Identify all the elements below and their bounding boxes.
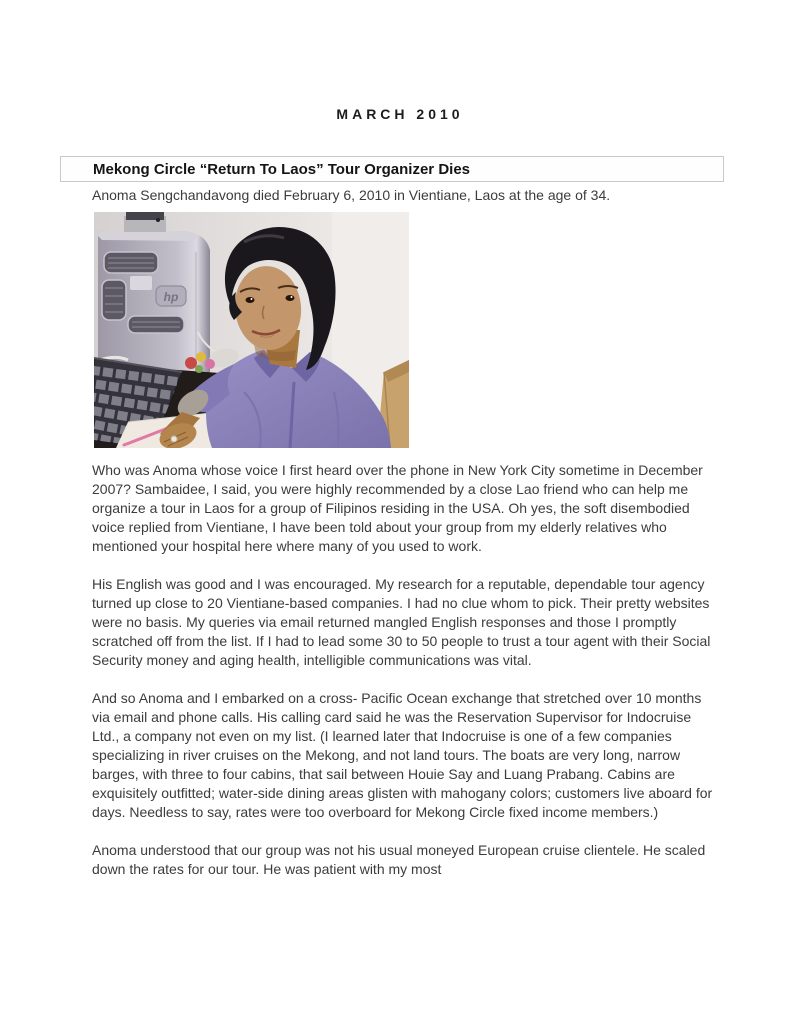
masthead-title: MARCH 2010: [336, 106, 464, 122]
article-deck: Anoma Sengchandavong died February 6, 2010 in Vientiane, Laos at the age of 34.: [92, 187, 611, 203]
portrait-photo-illustration: [94, 212, 409, 448]
article-paragraph-2: His English was good and I was encouraged. My research for a reputable, dependable tour agency turned up close to 20 Vientiane-based companies. I had no clue whom to pick. Their pretty websites were no basis. My queries via email returned mangled English responses and those I promptly scratched off from the list. If I had to lead some 30 to 50 people to trust a tour agent with their Social Security money and aging health, intelligible communications was vital.: [92, 576, 711, 668]
article-paragraph-1: Who was Anoma whose voice I first heard over the phone in New York City sometime in December 2007? Sambaidee, I said, you were highly recommended by a close Lao friend who can help me organize a tour in Laos for a group of Filipinos residing in the USA. Oh yes, the soft disembodied voice replied from Vientiane, I have been told about your group from my elderly relatives who mentioned your hospital here where many of you used to work.: [92, 462, 703, 554]
article-body: [92, 461, 714, 898]
hp-logo: [156, 286, 186, 306]
anoma-portrait-photo: [94, 212, 409, 448]
article-headline: Mekong Circle “Return To Laos” Tour Organizer Dies: [93, 160, 470, 178]
article-paragraph-4: Anoma understood that our group was not his usual moneyed European cruise clientele. He scaled down the rates for our tour. He was patient with my most: [92, 842, 706, 877]
gadget-on-tower: [124, 212, 166, 232]
svg-text:hp: hp: [163, 290, 179, 304]
headline-bar: [60, 156, 724, 182]
article-paragraph-3: And so Anoma and I embarked on a cross- Pacific Ocean exchange that stretched over 10 months via email and phone calls. His calling card said he was the Reservation Supervisor for Indocruise Ltd., a company not even on my list. (I learned later that Indocruise is one of a few companies specializing in river cruises on the Mekong, and not land tours. The boats are very long, narrow barges, with three to four cabins, that sail between Houie Say and Luang Prabang. Cabins are exquisitely outfitted; water-side dining areas glisten with mahogany colors; customers live aboard for days. Needless to say, rates were too overboard for Mekong Circle fixed income members.): [92, 690, 713, 820]
